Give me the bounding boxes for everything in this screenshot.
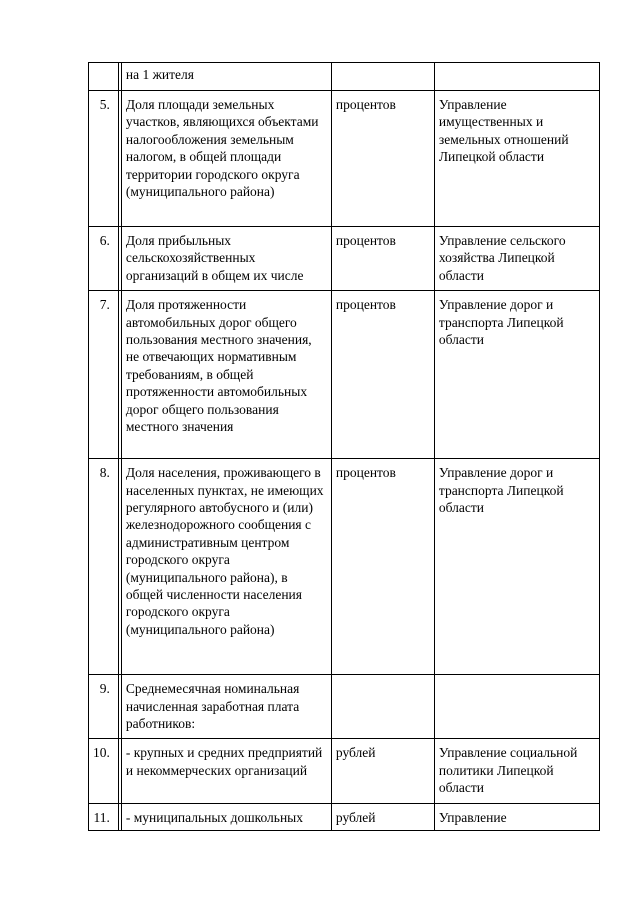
unit-cell: рублей [331, 739, 434, 803]
row-number: 10. [89, 739, 119, 803]
table-row [89, 803, 600, 830]
table-row [89, 459, 600, 675]
row-number: 9. [89, 675, 119, 739]
unit-cell: процентов [331, 459, 434, 675]
unit-cell [331, 675, 434, 739]
unit-cell [331, 63, 434, 91]
unit-cell: процентов [331, 291, 434, 459]
indicator-cell: - крупных и средних предприятий и некоммерческих организаций [121, 739, 331, 803]
unit-cell: процентов [331, 91, 434, 227]
table-row [89, 739, 600, 803]
indicators-table [88, 62, 600, 831]
table-row [89, 291, 600, 459]
unit-cell: рублей [331, 803, 434, 830]
row-number: 11. [89, 803, 119, 830]
source-cell: Управление дорог и транспорта Липецкой области [434, 459, 599, 675]
source-cell [434, 63, 599, 91]
row-number: 6. [89, 227, 119, 291]
source-cell: Управление имущественных и земельных отношений Липецкой области [434, 91, 599, 227]
unit-cell: процентов [331, 227, 434, 291]
indicator-cell: - муниципальных дошкольных [121, 803, 331, 830]
indicator-cell: Доля протяженности автомобильных дорог общего пользования местного значения, не отвечающих нормативным требованиям, в общей протяженности автомобильных дорог общего пользования местного значения [121, 291, 331, 459]
indicator-cell: Среднемесячная номинальная начисленная заработная плата работников: [121, 675, 331, 739]
row-number: 8. [89, 459, 119, 675]
table-row [89, 63, 600, 91]
source-cell: Управление социальной политики Липецкой области [434, 739, 599, 803]
row-number: 7. [89, 291, 119, 459]
indicator-cell: Доля площади земельных участков, являющихся объектами налогообложения земельным налогом, в общей площади территории городского округа (муниципального района) [121, 91, 331, 227]
source-cell: Управление [434, 803, 599, 830]
table-row [89, 675, 600, 739]
indicator-cell: Доля населения, проживающего в населенных пунктах, не имеющих регулярного автобусного и (или) железнодорожного сообщения с административным центром городского округа (муниципального района), в общей численности населения городского округа (муниципального района) [121, 459, 331, 675]
source-cell: Управление дорог и транспорта Липецкой области [434, 291, 599, 459]
indicator-cell: Доля прибыльных сельскохозяйственных организаций в общем их числе [121, 227, 331, 291]
indicator-cell: на 1 жителя [121, 63, 331, 91]
source-cell [434, 675, 599, 739]
table-row [89, 227, 600, 291]
source-cell: Управление сельского хозяйства Липецкой области [434, 227, 599, 291]
row-number: 5. [89, 91, 119, 227]
table-row [89, 91, 600, 227]
row-number [89, 63, 119, 91]
